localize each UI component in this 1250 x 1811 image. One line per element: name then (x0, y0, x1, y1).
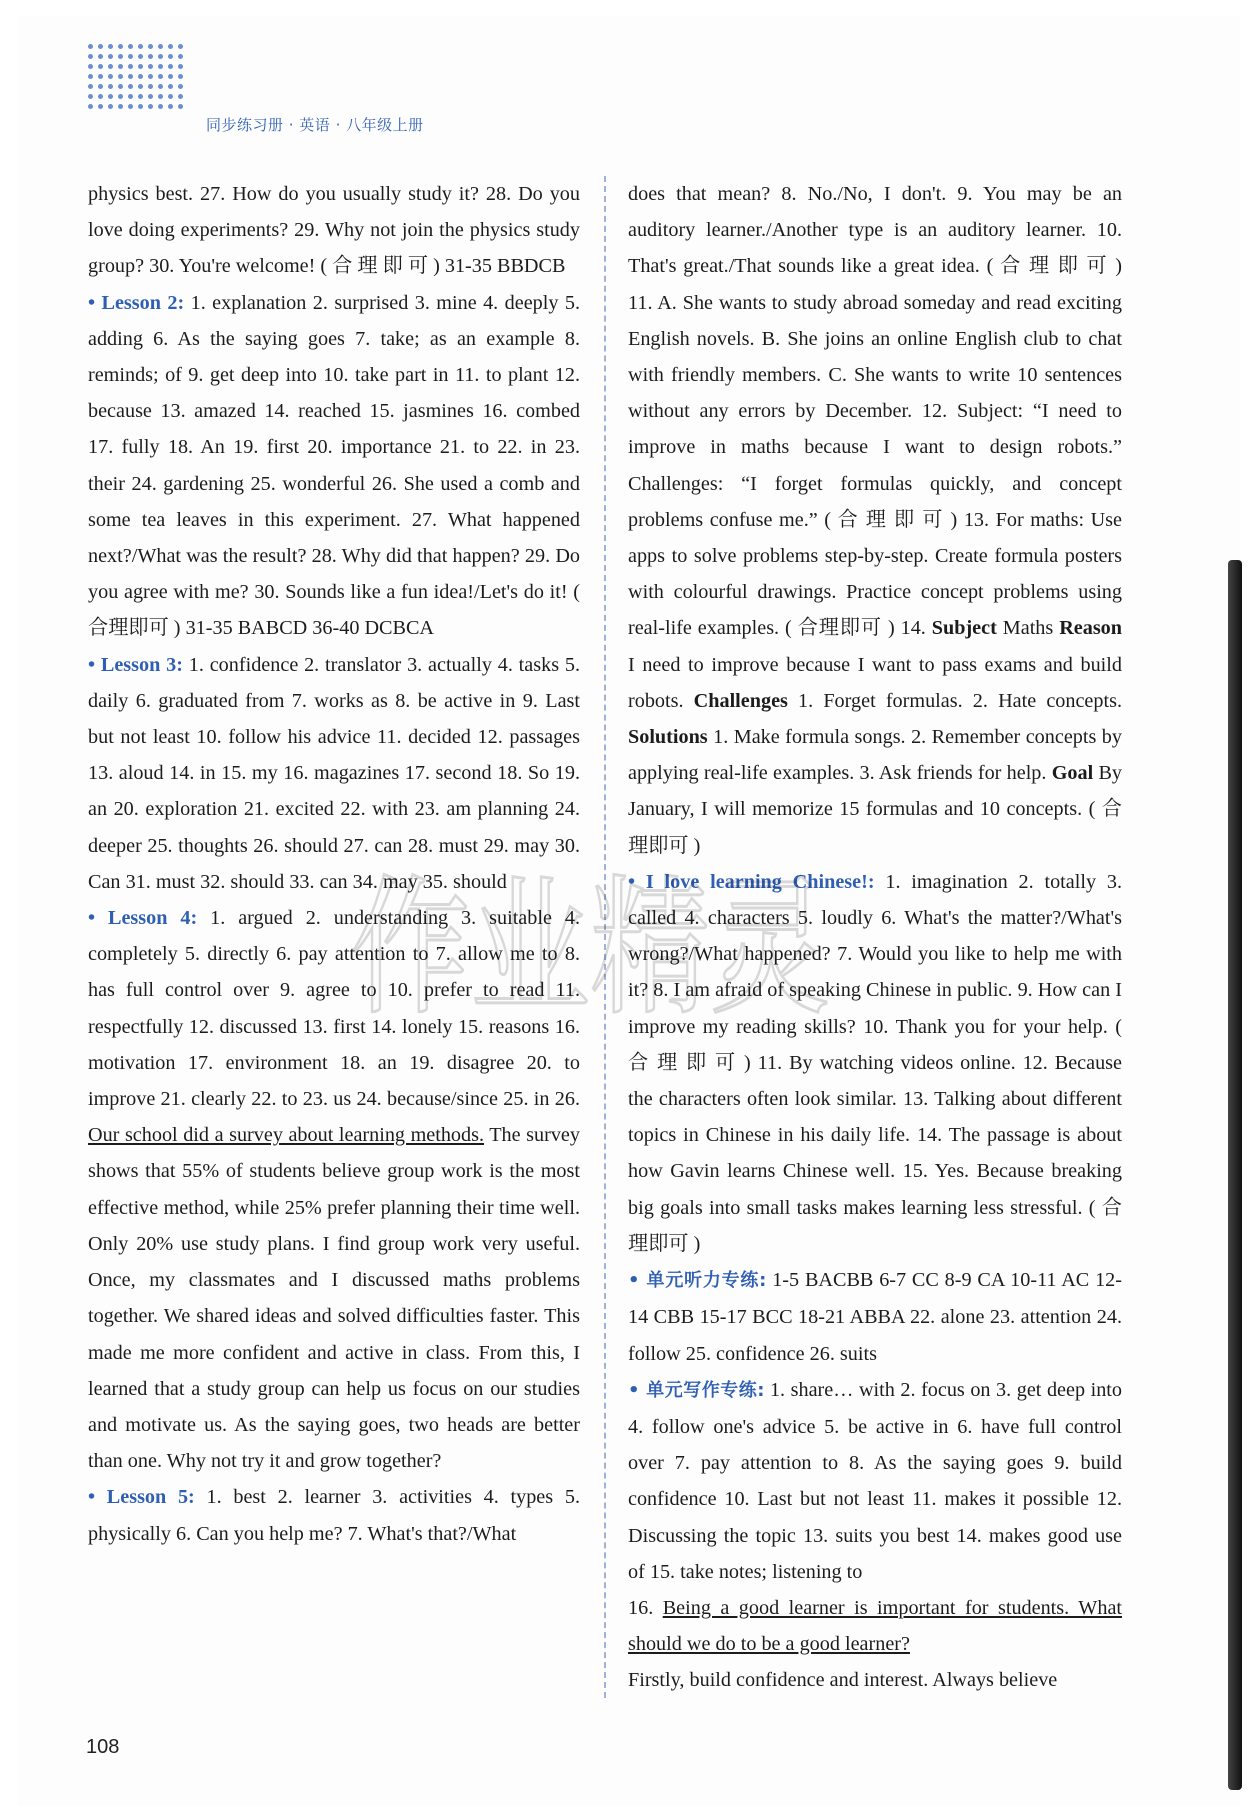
lesson-3-text: 1. confidence 2. translator 3. actually 4. tasks 5. daily 6. graduated from 7. works as 8. be active in 9. Last but not least 10. follow his advice 11. decided 12. passages 13. aloud 14. in 15. my 16. magazines 17. second 18. So 19. an 20. exploration 21. excited 22. with 23. am planning 24. deeper 25. thoughts 26. should 27. can 28. must 29. may 30. Can 31. must 32. should 33. can 34. may 35. should (88, 653, 580, 893)
column-divider (604, 176, 606, 1698)
lesson-5-label: • Lesson 5: (88, 1486, 195, 1509)
chinese-section-label: • I love learning Chinese!: (628, 870, 875, 893)
writing-section-answers (628, 1372, 1122, 1590)
writing-section-text: 1. share… with 2. focus on 3. get deep into 4. follow one's advice 5. be active in 6. have full control over 7. pay attention to 8. As the saying goes 9. build confidence 10. Last but not least 11. makes it possible 12. Discussing the topic 13. suits you best 14. makes good use of 15. take notes; listening to (628, 1378, 1122, 1583)
header-dot (128, 84, 133, 89)
lesson-4-answers (88, 900, 580, 1479)
header-dot (108, 64, 113, 69)
header-dot (88, 104, 93, 109)
chinese-section-answers (628, 864, 1122, 1262)
header-dot (138, 104, 143, 109)
scan-edge-shadow (1228, 560, 1242, 1790)
solutions-text: 1. Make formula songs. 2. Remember concepts by applying real-life examples. 3. Ask friends for help. (628, 726, 1122, 785)
header-dot (178, 94, 183, 99)
lesson-2-label: • Lesson 2: (88, 291, 185, 314)
question-16-prompt: Being a good learner is important for students. What should we do to be a good learner? (628, 1596, 1123, 1656)
lesson-4-label: • Lesson 4: (88, 907, 198, 930)
header-dot (178, 104, 183, 109)
page-number: 108 (86, 1736, 120, 1758)
chinese-section-text: 1. imagination 2. totally 3. called 4. characters 5. loudly 6. What's the matter?/What's wrong?/What happened? 7. Would you like to help me with it? 8. I am afraid of speaking Chinese in public. 9. How can I improve my reading skills? 10. Thank you for your help. ( 合 理 即 可 ) 11. By watching videos online. 12. Because the characters often look similar. 13. Talking about different topics in Chinese in his daily life. 14. The passage is about how Gavin learns Chinese well. 15. Yes. Because breaking big goals into small tasks makes learning less stressful. ( 合理即可 ) (628, 870, 1123, 1255)
header-dot-pattern (88, 44, 188, 114)
header-dot (168, 94, 173, 99)
header-dot (128, 104, 133, 109)
listening-section-label: • 单元听力专练: (628, 1270, 767, 1292)
header-dot (148, 64, 153, 69)
header-dot (108, 84, 113, 89)
right-column (628, 176, 1122, 1699)
question-16-essay-start: Firstly, build confidence and interest. Always believe (628, 1669, 1058, 1692)
header-dot (178, 74, 183, 79)
header-dot (178, 64, 183, 69)
header-dot (108, 94, 113, 99)
left-paragraph-1: physics best. 27. How do you usually study it? 28. Do you love doing experiments? 29. Why not join the physics study group? 30. You're welcome! ( 合 理 即 可 ) 31-35 BBDCB (88, 183, 580, 278)
question-16-prefix: 16. (628, 1596, 663, 1619)
header-dot (108, 44, 113, 49)
goal-label: Goal (1051, 762, 1094, 785)
header-dot (168, 54, 173, 59)
listening-section-text: 1-5 BACBB 6-7 CC 8-9 CA 10-11 AC 12-14 CBB 15-17 BCC 18-21 ABBA 22. alone 23. attention 24. follow 25. confidence 26. suits (628, 1269, 1122, 1365)
header-dot (88, 74, 93, 79)
header-dot (138, 84, 143, 89)
lesson-5-text: 1. best 2. learner 3. activities 4. types 5. physically 6. Can you help me? 7. What's that?/What (88, 1486, 580, 1545)
header-dot (158, 74, 163, 79)
header-dot (148, 94, 153, 99)
right-paragraph-1 (628, 176, 1122, 864)
header-dot (98, 84, 103, 89)
header-dot (158, 64, 163, 69)
listening-section-answers (628, 1262, 1122, 1372)
header-dot (158, 94, 163, 99)
header-dot (108, 54, 113, 59)
header-dot (158, 54, 163, 59)
header-dot (118, 44, 123, 49)
challenges-label: Challenges (693, 689, 788, 712)
header-dot (118, 84, 123, 89)
lesson-3-label: • Lesson 3: (88, 653, 183, 676)
header-dot (148, 104, 153, 109)
header-dot (148, 74, 153, 79)
lesson-2-answers (88, 285, 580, 647)
header-dot (118, 64, 123, 69)
header-dot (158, 84, 163, 89)
header-dot (118, 54, 123, 59)
writing-section-label: • 单元写作专练: (628, 1379, 765, 1401)
header-dot (108, 74, 113, 79)
header-dot (168, 44, 173, 49)
header-dot (138, 64, 143, 69)
header-dot (128, 44, 133, 49)
header-dot (138, 54, 143, 59)
subject-label: Subject (931, 617, 997, 640)
header-dot (98, 44, 103, 49)
header-dot (128, 54, 133, 59)
header-title: 同步练习册 · 英语 · 八年级上册 (206, 116, 424, 134)
lesson-4-text: 1. argued 2. understanding 3. suitable 4. completely 5. directly 6. pay attention to 7. allow me to 8. has full control over 9. agree to 10. prefer to read 11. respectfully 12. discussed 13. first 14. lonely 15. reasons 16. motivation 17. environment 18. an 19. disagree 20. to improve 21. clearly 22. to 23. us 24. because/since 25. in 26. (88, 907, 580, 1111)
header-dot (88, 84, 93, 89)
header-dot (148, 54, 153, 59)
lesson-5-continued: does that mean? 8. No./No, I don't. 9. You may be an auditory learner./Another type is an auditory learner. 10. That's great./That sounds like a great idea. ( 合 理 即 可 ) 11. A. She wants to study abroad someday and read exciting English novels. B. She joins an online English club to chat with friendly members. C. She wants to write 10 sentences without any errors by December. 12. Subject: “I need to improve in maths because I want to design robots.” Challenges: “I forget formulas quickly, and concept problems confuse me.” ( 合 理 即 可 ) 13. For maths: Use apps to solve problems step-by-step. Create formula posters with colourful drawings. Practice concept problems using real-life examples. ( 合理即可 ) 14. (628, 183, 1122, 640)
left-column (88, 176, 580, 1552)
header-dot (168, 74, 173, 79)
lesson-2-text: 1. explanation 2. surprised 3. mine 4. deeply 5. adding 6. As the saying goes 7. take; as an example 8. reminds; of 9. get deep into 10. take part in 11. to plant 12. because 13. amazed 14. reached 15. jasmines 16. combed 17. fully 18. An 19. first 20. importance 21. to 22. in 23. their 24. gardening 25. wonderful 26. She used a comb and some tea leaves in this experiment. 27. What happened next?/What was the result? 28. Why did that happen? 29. Do you agree with me? 30. Sounds like a fun idea!/Let's do it! ( 合理即可 ) 31-35 BABCD 36-40 DCBCA (88, 291, 581, 640)
header-dot (138, 74, 143, 79)
header-dot (108, 104, 113, 109)
header-dot (98, 64, 103, 69)
header-dot (88, 54, 93, 59)
header-dot (138, 94, 143, 99)
challenges-text: 1. Forget formulas. 2. Hate concepts. (787, 689, 1122, 712)
header-dot (118, 104, 123, 109)
header-dot (88, 94, 93, 99)
lesson-3-answers (88, 647, 580, 900)
header-dot (168, 84, 173, 89)
header-dot (148, 84, 153, 89)
header-dot (98, 104, 103, 109)
header-dot (158, 104, 163, 109)
header-dot (98, 94, 103, 99)
header-dot (118, 94, 123, 99)
header-dot (138, 44, 143, 49)
reason-label: Reason (1059, 617, 1122, 640)
lesson-5-answers (88, 1479, 580, 1551)
header-dot (178, 84, 183, 89)
lesson-4-underlined-sentence: Our school did a survey about learning methods. (88, 1124, 485, 1147)
solutions-label: Solutions (628, 726, 708, 749)
header-dot (158, 44, 163, 49)
header-dot (118, 74, 123, 79)
header-dot (178, 54, 183, 59)
question-16 (628, 1590, 1122, 1662)
header-dot (168, 104, 173, 109)
subject-text: Maths (996, 617, 1060, 640)
header-dot (98, 74, 103, 79)
reason-text: I need to improve because I want to pass exams and build robots. (628, 653, 1122, 712)
header-dot (88, 64, 93, 69)
header-dot (128, 94, 133, 99)
lesson-4-essay: The survey shows that 55% of students believe group work is the most effective method, while 25% prefer planning their time well. Only 20% use study plans. I find group work very useful. Once, my classmates and I discussed maths problems together. We shared ideas and solved difficulties faster. This made me more confident and active in class. From this, I learned that a study group can help us focus on our studies and motivate us. As the saying goes, two heads are better than one. Why not try it and grow together? (88, 1124, 580, 1473)
header-dot (148, 44, 153, 49)
header-dot (128, 74, 133, 79)
header-dot (88, 44, 93, 49)
header-dot (128, 64, 133, 69)
header-dot (98, 54, 103, 59)
goal-text: By January, I will memorize 15 formulas and 10 concepts. ( 合理即可 ) (628, 762, 1123, 857)
header-dot (168, 64, 173, 69)
header-dot (178, 44, 183, 49)
